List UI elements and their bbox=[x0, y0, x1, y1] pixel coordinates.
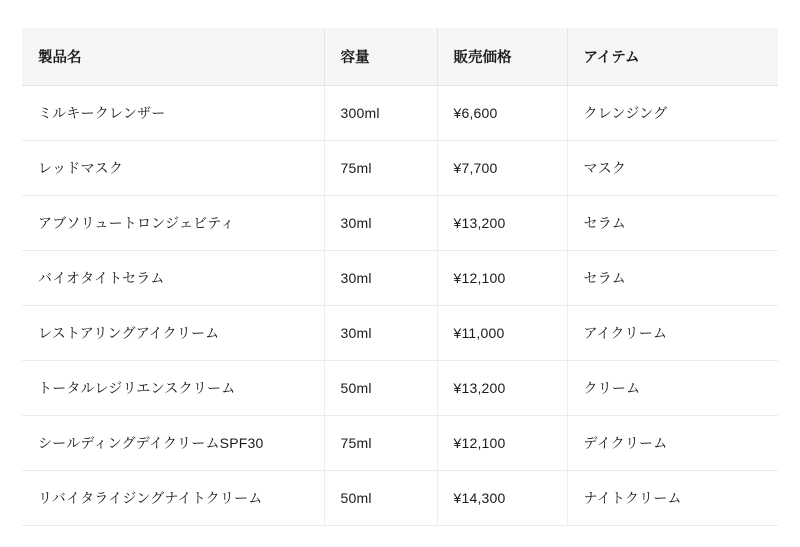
cell-volume: 75ml bbox=[324, 141, 437, 196]
product-table-wrapper bbox=[22, 28, 778, 526]
cell-volume: 300ml bbox=[324, 86, 437, 141]
table-row bbox=[22, 86, 778, 141]
cell-item-category: クレンジング bbox=[567, 86, 778, 141]
cell-product-name: ミルキークレンザー bbox=[22, 86, 324, 141]
cell-product-name: レッドマスク bbox=[22, 141, 324, 196]
cell-product-name: バイオタイトセラム bbox=[22, 251, 324, 306]
cell-item-category: セラム bbox=[567, 196, 778, 251]
cell-price: ¥13,200 bbox=[437, 361, 567, 416]
cell-volume: 50ml bbox=[324, 471, 437, 526]
table-row bbox=[22, 141, 778, 196]
cell-item-category: クリーム bbox=[567, 361, 778, 416]
cell-price: ¥12,100 bbox=[437, 416, 567, 471]
column-header-item: アイテム bbox=[567, 28, 778, 86]
cell-volume: 30ml bbox=[324, 196, 437, 251]
cell-price: ¥11,000 bbox=[437, 306, 567, 361]
cell-item-category: セラム bbox=[567, 251, 778, 306]
cell-product-name: レストアリングアイクリーム bbox=[22, 306, 324, 361]
cell-product-name: アブソリュートロンジェビティ bbox=[22, 196, 324, 251]
table-header-row bbox=[22, 28, 778, 86]
table-row bbox=[22, 471, 778, 526]
column-header-price: 販売価格 bbox=[437, 28, 567, 86]
table-header bbox=[22, 28, 778, 86]
cell-item-category: アイクリーム bbox=[567, 306, 778, 361]
cell-product-name: シールディングデイクリームSPF30 bbox=[22, 416, 324, 471]
cell-volume: 75ml bbox=[324, 416, 437, 471]
table-row bbox=[22, 306, 778, 361]
table-row bbox=[22, 361, 778, 416]
cell-price: ¥13,200 bbox=[437, 196, 567, 251]
table-row bbox=[22, 196, 778, 251]
cell-volume: 50ml bbox=[324, 361, 437, 416]
cell-item-category: ナイトクリーム bbox=[567, 471, 778, 526]
table-body bbox=[22, 86, 778, 526]
cell-price: ¥7,700 bbox=[437, 141, 567, 196]
cell-volume: 30ml bbox=[324, 306, 437, 361]
column-header-name: 製品名 bbox=[22, 28, 324, 86]
cell-volume: 30ml bbox=[324, 251, 437, 306]
cell-price: ¥6,600 bbox=[437, 86, 567, 141]
table-row bbox=[22, 416, 778, 471]
cell-price: ¥12,100 bbox=[437, 251, 567, 306]
cell-product-name: トータルレジリエンスクリーム bbox=[22, 361, 324, 416]
cell-price: ¥14,300 bbox=[437, 471, 567, 526]
cell-product-name: リバイタライジングナイトクリーム bbox=[22, 471, 324, 526]
product-table bbox=[22, 28, 778, 526]
cell-item-category: マスク bbox=[567, 141, 778, 196]
column-header-volume: 容量 bbox=[324, 28, 437, 86]
cell-item-category: デイクリーム bbox=[567, 416, 778, 471]
table-row bbox=[22, 251, 778, 306]
